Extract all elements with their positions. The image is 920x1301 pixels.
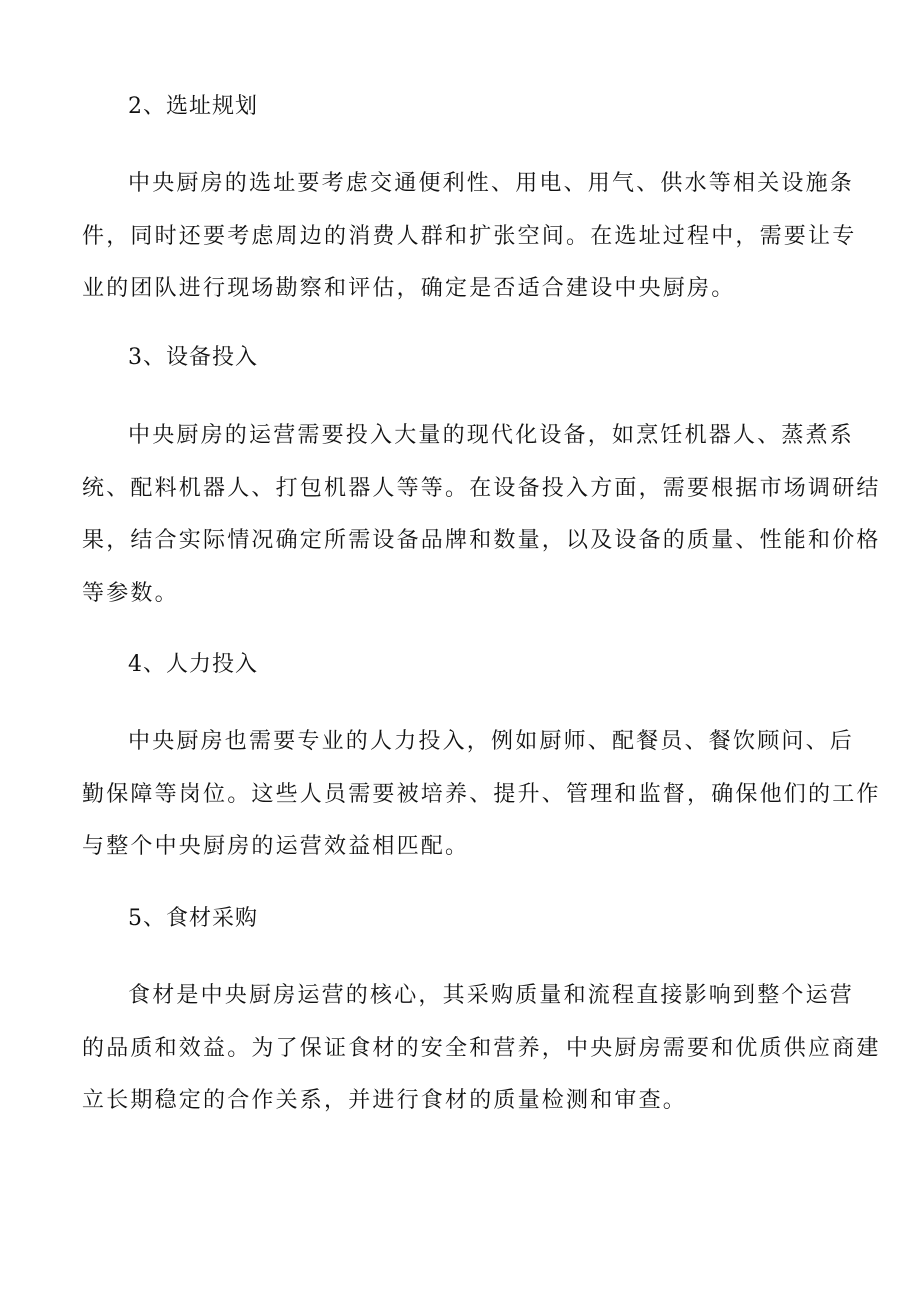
paragraph-line: 与整个中央厨房的运营效益相匹配。: [82, 834, 470, 859]
paragraph-line: 统、配料机器人、打包机器人等等。在设备投入方面，需要根据市场调研结: [82, 475, 881, 501]
section-heading-site-planning: 2、选址规划: [128, 94, 258, 119]
paragraph-line: 中央厨房的运营需要投入大量的现代化设备，如烹饪机器人、蒸煮系: [128, 423, 855, 448]
section-paragraph-procurement: [82, 970, 881, 1128]
paragraph-line: 件，同时还要考虑周边的消费人群和扩张空间。在选址过程中，需要让专: [82, 223, 857, 249]
paragraph-line: 食材是中央厨房运营的核心，其采购质量和流程直接影响到整个运营: [128, 983, 855, 1008]
section-heading-manpower: 4、人力投入: [128, 652, 258, 677]
paragraph-line: 立长期稳定的合作关系，并进行食材的质量检测和审查。: [82, 1088, 688, 1113]
section-paragraph-equipment: [82, 410, 881, 620]
section-paragraph-site-planning: [82, 158, 857, 316]
paragraph-line: 中央厨房也需要专业的人力投入，例如厨师、配餐员、餐饮顾问、后: [128, 729, 855, 754]
paragraph-line: 勤保障等岗位。这些人员需要被培养、提升、管理和监督，确保他们的工作: [82, 781, 881, 807]
paragraph-line: 等参数。: [82, 580, 179, 606]
section-heading-equipment: 3、设备投入: [128, 345, 258, 370]
paragraph-line: 果，结合实际情况确定所需设备品牌和数量，以及设备的质量、性能和价格: [82, 528, 881, 553]
section-heading-procurement: 5、食材采购: [128, 906, 258, 931]
section-paragraph-manpower: [82, 716, 881, 874]
paragraph-line: 的品质和效益。为了保证食材的安全和营养，中央厨房需要和优质供应商建: [82, 1035, 881, 1061]
paragraph-line: 业的团队进行现场勘察和评估，确定是否适合建设中央厨房。: [82, 276, 736, 301]
paragraph-line: 中央厨房的选址要考虑交通便利性、用电、用气、供水等相关设施条: [128, 171, 855, 196]
